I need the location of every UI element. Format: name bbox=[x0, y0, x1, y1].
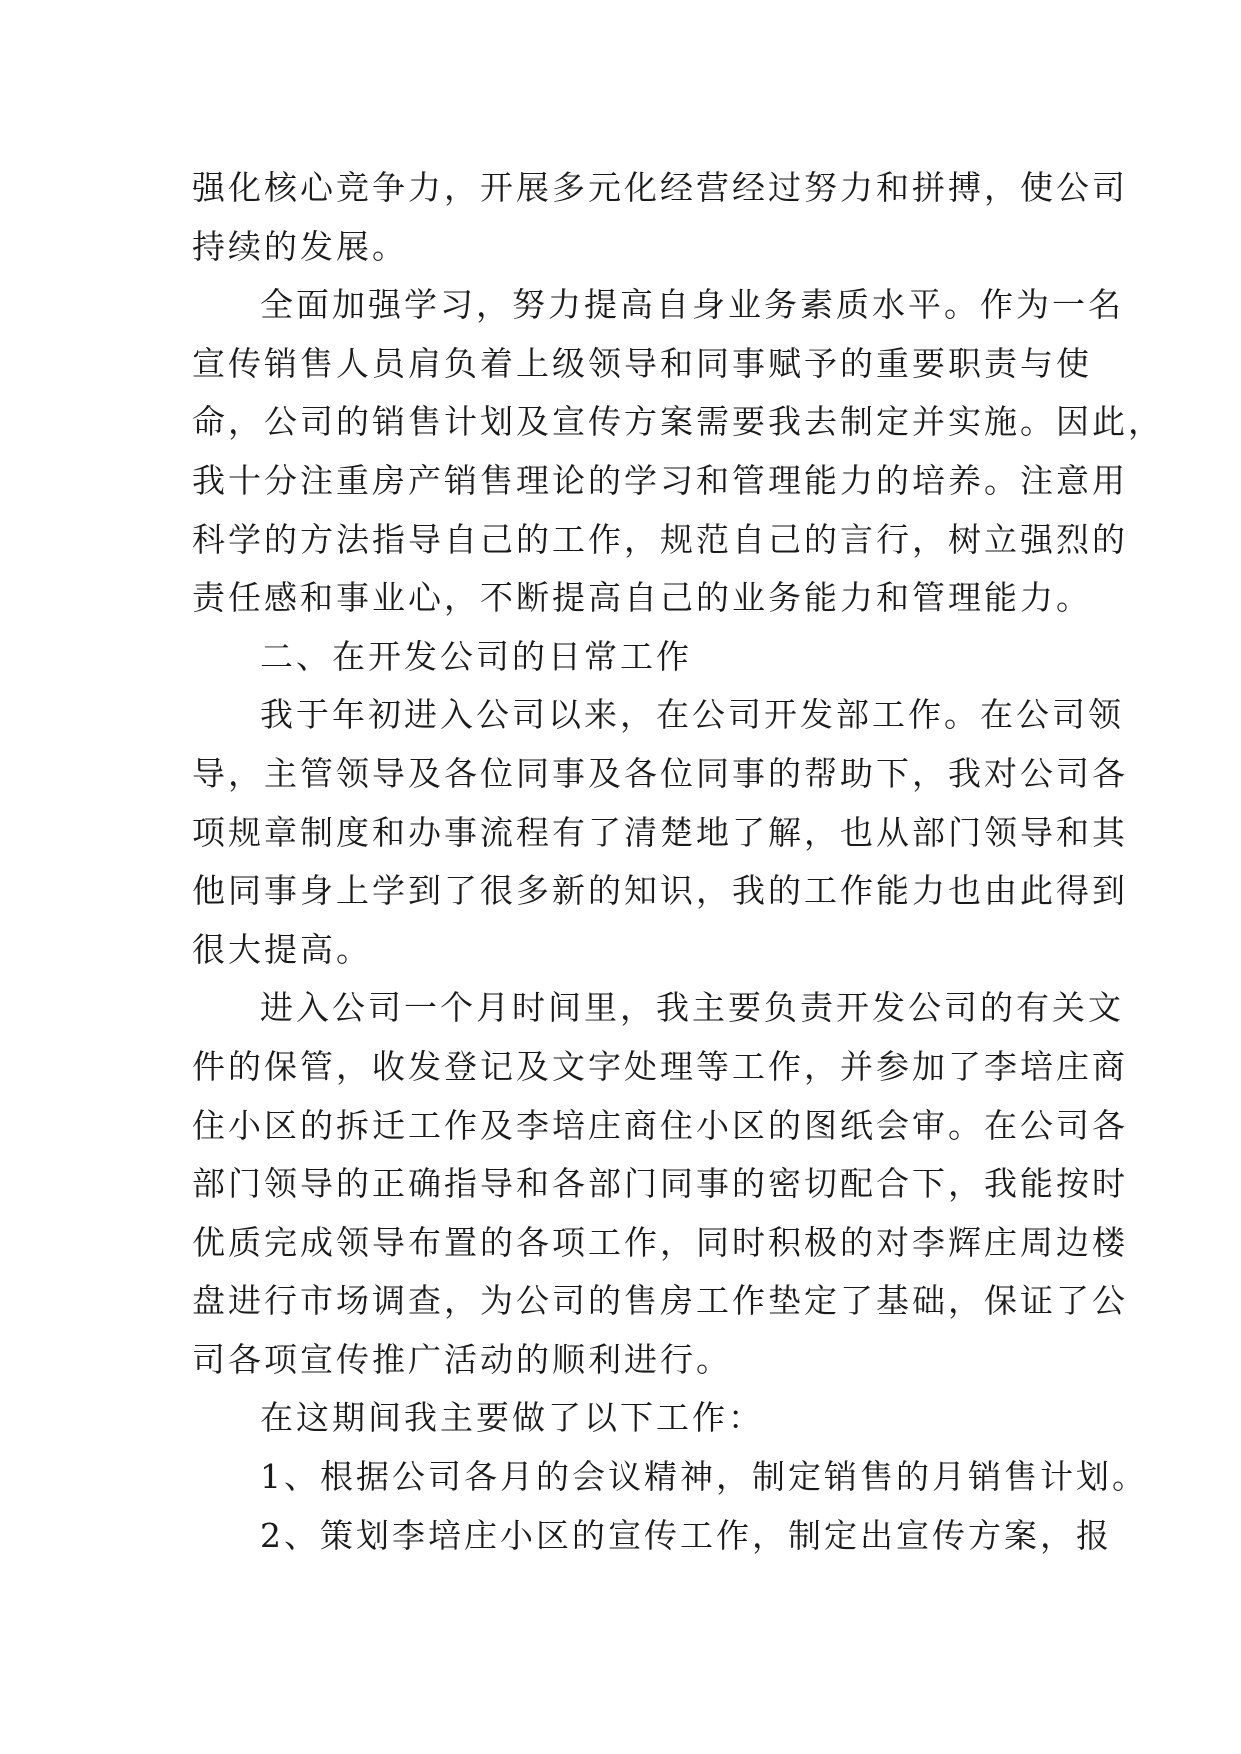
text-line: 强化核心竞争力，开展多元化经营经过努力和拼搏，使公司 bbox=[192, 168, 1128, 207]
section-heading: 二、在开发公司的日常工作 bbox=[260, 636, 692, 676]
text-line: 进入公司一个月时间里，我主要负责开发公司的有关文 bbox=[260, 988, 1124, 1028]
text-line: 他同事身上学到了很多新的知识，我的工作能力也由此得到 bbox=[192, 871, 1128, 911]
text-line: 优质完成领导布置的各项工作，同时积极的对李辉庄周边楼 bbox=[192, 1222, 1128, 1262]
list-item: 1、根据公司各月的会议精神，制定销售的月销售计划。 bbox=[260, 1457, 1148, 1497]
text-line: 项规章制度和办事流程有了清楚地了解，也从部门领导和其 bbox=[192, 812, 1128, 852]
text-line: 导，主管领导及各位同事及各位同事的帮助下，我对公司各 bbox=[192, 753, 1128, 793]
text-line: 宣传销售人员肩负着上级领导和同事赋予的重要职责与使 bbox=[192, 343, 1092, 383]
list-item: 2、策划李培庄小区的宣传工作，制定出宣传方案，报 bbox=[260, 1515, 1112, 1555]
text-line: 全面加强学习，努力提高自身业务素质水平。作为一名 bbox=[260, 285, 1124, 325]
document-body bbox=[192, 159, 1164, 1565]
text-line: 科学的方法指导自己的工作，规范自己的言行，树立强烈的 bbox=[192, 519, 1128, 559]
text-line: 持续的发展。 bbox=[192, 226, 408, 266]
text-line: 命，公司的销售计划及宣传方案需要我去制定并实施。因此， bbox=[192, 402, 1164, 442]
text-line: 部门领导的正确指导和各部门同事的密切配合下，我能按时 bbox=[192, 1164, 1128, 1204]
text-line: 在这期间我主要做了以下工作： bbox=[260, 1398, 764, 1438]
text-line: 盘进行市场调查，为公司的售房工作垫定了基础，保证了公 bbox=[192, 1281, 1128, 1321]
text-line: 司各项宣传推广活动的顺利进行。 bbox=[192, 1339, 732, 1379]
text-line: 很大提高。 bbox=[192, 929, 372, 969]
text-line: 责任感和事业心，不断提高自己的业务能力和管理能力。 bbox=[192, 578, 1092, 618]
text-line: 我于年初进入公司以来，在公司开发部工作。在公司领 bbox=[260, 695, 1124, 735]
text-line: 住小区的拆迁工作及李培庄商住小区的图纸会审。在公司各 bbox=[192, 1105, 1128, 1145]
text-line: 我十分注重房产销售理论的学习和管理能力的培养。注意用 bbox=[192, 460, 1128, 500]
text-line: 件的保管，收发登记及文字处理等工作，并参加了李培庄商 bbox=[192, 1046, 1128, 1086]
